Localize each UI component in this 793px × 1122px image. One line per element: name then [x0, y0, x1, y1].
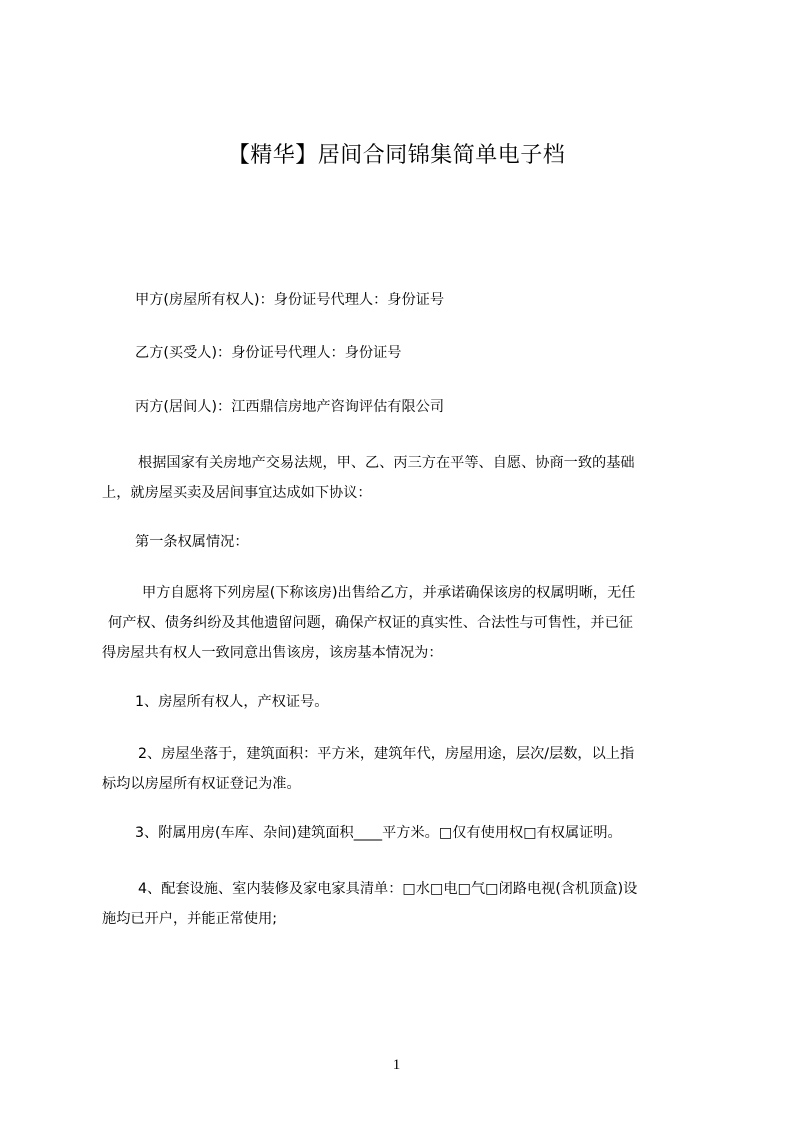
- item4-line-1: 4、配套设施、室内装修及家电家具清单：□水□电□气□闭路电视(含机顶盒)设: [138, 881, 638, 897]
- article1-body-line-2: 何产权、债务纠纷及其他遗留问题，确保产权证的真实性、合法性与可售性，并已征: [108, 615, 633, 631]
- item1-line-1: 1、房屋所有权人，产权证号。: [135, 694, 329, 710]
- article1-heading: [135, 527, 735, 557]
- article1-body-line-1: 甲方自愿将下列房屋(下称该房)出售给乙方，并承诺确保该房的权属明晰，无任: [142, 585, 636, 601]
- item4-paragraph: [102, 874, 702, 934]
- item2-line-1: 2、房屋坐落于，建筑面积：平方米，建筑年代，房屋用途，层次/层数，以上指: [138, 746, 635, 762]
- document-title: 【精华】居间合同锦集简单电子档: [227, 143, 566, 168]
- article1-body-paragraph: [102, 578, 702, 668]
- preamble-line-2: 上，就房屋买卖及居间事宜达成如下协议：: [102, 485, 372, 501]
- party-c-line-1: 丙方(居间人)：江西鼎信房地产咨询评估有限公司: [135, 399, 445, 415]
- item4-line-2: 施均已开户，并能正常使用;: [102, 911, 278, 927]
- preamble-paragraph: [102, 448, 702, 508]
- preamble-line-1: 根据国家有关房地产交易法规，甲、乙、丙三方在平等、自愿、协商一致的基础: [138, 455, 635, 471]
- party-a-line-1: 甲方(房屋所有权人)：身份证号代理人：身份证号: [135, 292, 445, 308]
- party-b-line-1: 乙方(买受人)：身份证号代理人：身份证号: [135, 345, 402, 361]
- item3-paragraph: [135, 818, 735, 848]
- article1-heading-text: 第一条权属情况：: [135, 534, 249, 550]
- article1-body-line-3: 得房屋共有权人一致同意出售该房，该房基本情况为：: [102, 645, 443, 661]
- party-c-paragraph: [135, 392, 735, 422]
- item2-paragraph: [102, 739, 702, 799]
- page-number: 1: [392, 1057, 401, 1073]
- item2-line-2: 标均以房屋所有权证登记为准。: [102, 776, 301, 792]
- party-a-paragraph: [135, 285, 735, 315]
- item3-line-1: 3、附属用房(车库、杂间)建筑面积____平方米。□仅有使用权□有权属证明。: [135, 825, 622, 841]
- party-b-paragraph: [135, 338, 735, 368]
- item1-paragraph: [135, 687, 735, 717]
